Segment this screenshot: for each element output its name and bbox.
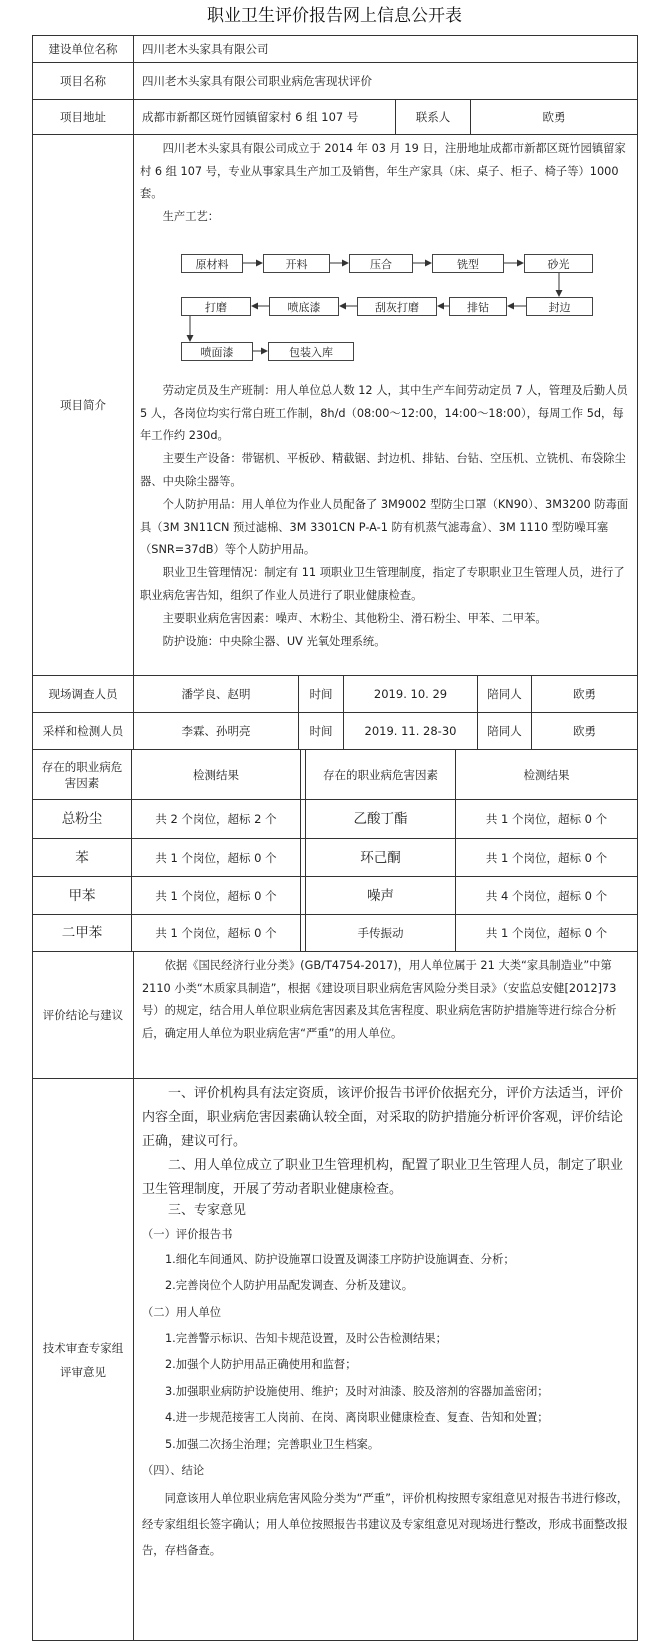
conclusion-label: 评价结论与建议 [42, 1008, 124, 1022]
review-paragraph-agency: 一、评价机构具有法定资质，该评价报告书评价依据充分，评价方法适当，评价内容全面，职业病危害因素确认较全面，对采取的防护措施分析评价客观，评价结论正确，建议可行。 [142, 1086, 624, 1149]
flow-step: 喷底漆 [269, 297, 339, 316]
hazard-header-result-right: 检测结果 [523, 767, 570, 782]
hazard-factor: 总粉尘 [61, 811, 103, 827]
review-section-employer: （二）用人单位 [142, 1306, 222, 1319]
review-employer-item: 1.完善警示标识、告知卡规范设置，及时公告检测结果； [165, 1332, 447, 1345]
intro-paragraph-company: 四川老木头家具有限公司成立于 2014 年 03 月 19 日，注册地址成都市新都区斑竹园镇留家村 6 组 107 号，专业从事家具生产加工及销售，年生产家具（床、桌子、柜子、椅子等）1000 套。 [140, 142, 626, 200]
sampling-companion-value: 欧勇 [573, 724, 596, 738]
survey-time-label: 时间 [309, 687, 333, 701]
intro-paragraph-equipment: 主要生产设备：带锯机、平板砂、精截锯、封边机、排钻、台钻、空压机、立铣机、布袋除尘器、中央除尘器等。 [140, 452, 626, 488]
intro-paragraph-management: 职业卫生管理情况：制定有 11 项职业卫生管理制度，指定了专职职业卫生管理人员，进行了职业病危害告知，组织了作业人员进行了职业健康检查。 [140, 566, 625, 602]
hazard-result: 共 1 个岗位，超标 0 个 [155, 850, 277, 865]
hazard-factor: 乙酸丁酯 [353, 811, 408, 827]
review-employer-item: 5.加强二次扬尘治理；完善职业卫生档案。 [165, 1438, 380, 1451]
hazard-factor: 噪声 [367, 887, 394, 904]
review-report-item: 1.细化车间通风、防护设施罩口设置及调漆工序防护设施调查、分析； [165, 1253, 515, 1266]
flow-step: 开料 [263, 254, 330, 273]
sampling-companion-label: 陪同人 [487, 724, 522, 738]
survey-companion-value: 欧勇 [573, 687, 596, 701]
review-paragraph-opinions: 三、专家意见 [168, 1203, 247, 1218]
hazard-header-factor-right: 存在的职业病危害因素 [323, 767, 438, 782]
contact-value: 欧勇 [542, 110, 566, 124]
intro-process-label: 生产工艺： [162, 210, 220, 223]
hazard-result: 共 2 个岗位，超标 2 个 [155, 812, 277, 826]
hazard-factor: 二甲苯 [61, 925, 103, 941]
hazard-factor: 甲苯 [68, 887, 96, 904]
flow-step: 排钻 [449, 297, 507, 316]
hazard-result: 共 4 个岗位，超标 0 个 [485, 888, 608, 903]
review-report-item: 2.完善岗位个人防护用品配发调查、分析及建议。 [165, 1279, 414, 1292]
hazard-factor: 手传振动 [357, 926, 404, 940]
survey-time-value: 2019. 10. 29 [373, 687, 448, 701]
review-employer-item: 2.加强个人防护用品正确使用和监督； [165, 1358, 357, 1371]
sampling-label: 采样和检测人员 [42, 724, 124, 738]
conclusion-text: 依据《国民经济行业分类》(GB/T4754-2017)，用人单位属于 21 大类“家具制造业”中第 2110 小类“木质家具制造”，根据《建设项目职业病危害风险分类目录》（安监总安健[2012]73 号）的规定，结合用人单位职业病危害因素及其危害程度、职业病危害防护措施等进行综合分析后，确定用人单位为职业病危害“严重”的用人单位。 [142, 959, 617, 1040]
unit-value: 四川老木头家具有限公司 [142, 42, 269, 56]
hazard-result: 共 1 个岗位，超标 0 个 [485, 850, 608, 865]
survey-companion-label: 陪同人 [487, 687, 522, 701]
hazard-factor: 苯 [75, 849, 89, 866]
review-section-report: （一）评价报告书 [142, 1228, 233, 1241]
flow-step: 打磨 [181, 297, 251, 316]
review-employer-item: 3.加强职业病防护设施使用、维护；及时对油漆、胶及溶剂的容器加盖密闭； [165, 1385, 549, 1398]
review-paragraph-employer: 二、用人单位成立了职业卫生管理机构，配置了职业卫生管理人员，制定了职业卫生管理制度，开展了劳动者职业健康检查。 [142, 1158, 624, 1197]
flow-step: 喷面漆 [181, 342, 253, 361]
hazard-result: 共 1 个岗位，超标 0 个 [485, 926, 608, 940]
flow-step: 铣型 [432, 254, 504, 273]
flow-step: 封边 [526, 297, 593, 316]
unit-label: 建设单位名称 [48, 42, 118, 56]
intro-paragraph-staffing: 劳动定员及生产班制：用人单位总人数 12 人，其中生产车间劳动定员 7 人，管理及后勤人员 5 人，各岗位均实行常白班工作制，8h/d（08:00～12:00，14:00～18:00），每周工作 5d，每年工作约 230d。 [140, 384, 628, 442]
address-value: 成都市新都区斑竹园镇留家村 6 组 107 号 [142, 110, 359, 124]
intro-paragraph-hazards: 主要职业病危害因素：噪声、木粉尘、其他粉尘、滑石粉尘、甲苯、二甲苯。 [162, 612, 547, 625]
intro-paragraph-ppe: 个人防护用品：用人单位为作业人员配备了 3M9002 型防尘口罩（KN90）、3M3200 防毒面具（3M 3N11CN 预过滤棉、3M 3301CN P-A-1 防有机蒸气滤毒盒）、3M 1110 型防噪耳塞（SNR=37dB）等个人防护用品。 [140, 498, 629, 556]
survey-names: 潘学良、赵明 [181, 687, 251, 701]
hazard-factor: 环己酮 [360, 849, 401, 866]
intro-paragraph-protection: 防护设施：中央除尘器、UV 光氧处理系统。 [162, 635, 386, 648]
sampling-names: 李霖、孙明亮 [181, 724, 251, 738]
hazard-header-factor-left: 存在的职业病危害因素 [41, 759, 123, 790]
flow-step: 原材料 [181, 254, 243, 273]
flow-step: 包装入库 [268, 342, 354, 361]
survey-label: 现场调查人员 [48, 687, 118, 701]
intro-label: 项目简介 [60, 398, 106, 412]
page-title: 职业卫生评价报告网上信息公开表 [207, 6, 462, 26]
address-label: 项目地址 [60, 110, 106, 124]
review-label [40, 1079, 126, 1640]
hazard-result: 共 1 个岗位，超标 0 个 [485, 812, 608, 826]
contact-label: 联系人 [415, 110, 451, 124]
project-value: 四川老木头家具有限公司职业病危害现状评价 [142, 74, 372, 88]
review-final-text: 同意该用人单位职业病危害风险分类为“严重”，评价机构按照专家组意见对报告书进行修改，经专家组组长签字确认；用人单位按照报告书建议及专家组意见对现场进行整改，形成书面整改报告，存档备查。 [142, 1492, 629, 1557]
project-label: 项目名称 [60, 74, 106, 88]
hazard-result: 共 1 个岗位，超标 0 个 [155, 926, 277, 940]
flow-step: 压合 [349, 254, 413, 273]
review-employer-item: 4.进一步规范接害工人岗前、在岗、离岗职业健康检查、复查、告知和处置； [165, 1411, 549, 1424]
hazard-header-result-left: 检测结果 [193, 767, 239, 782]
review-label-text: 技术审查专家组评审意见 [42, 1340, 124, 1379]
review-section-conclusion: （四）、结论 [142, 1464, 205, 1477]
flow-step: 刮灰打磨 [357, 297, 437, 316]
hazard-result: 共 1 个岗位，超标 0 个 [155, 888, 277, 903]
sampling-time-value: 2019. 11. 28-30 [364, 724, 457, 738]
sampling-time-label: 时间 [309, 724, 333, 738]
flow-step: 砂光 [524, 254, 593, 273]
